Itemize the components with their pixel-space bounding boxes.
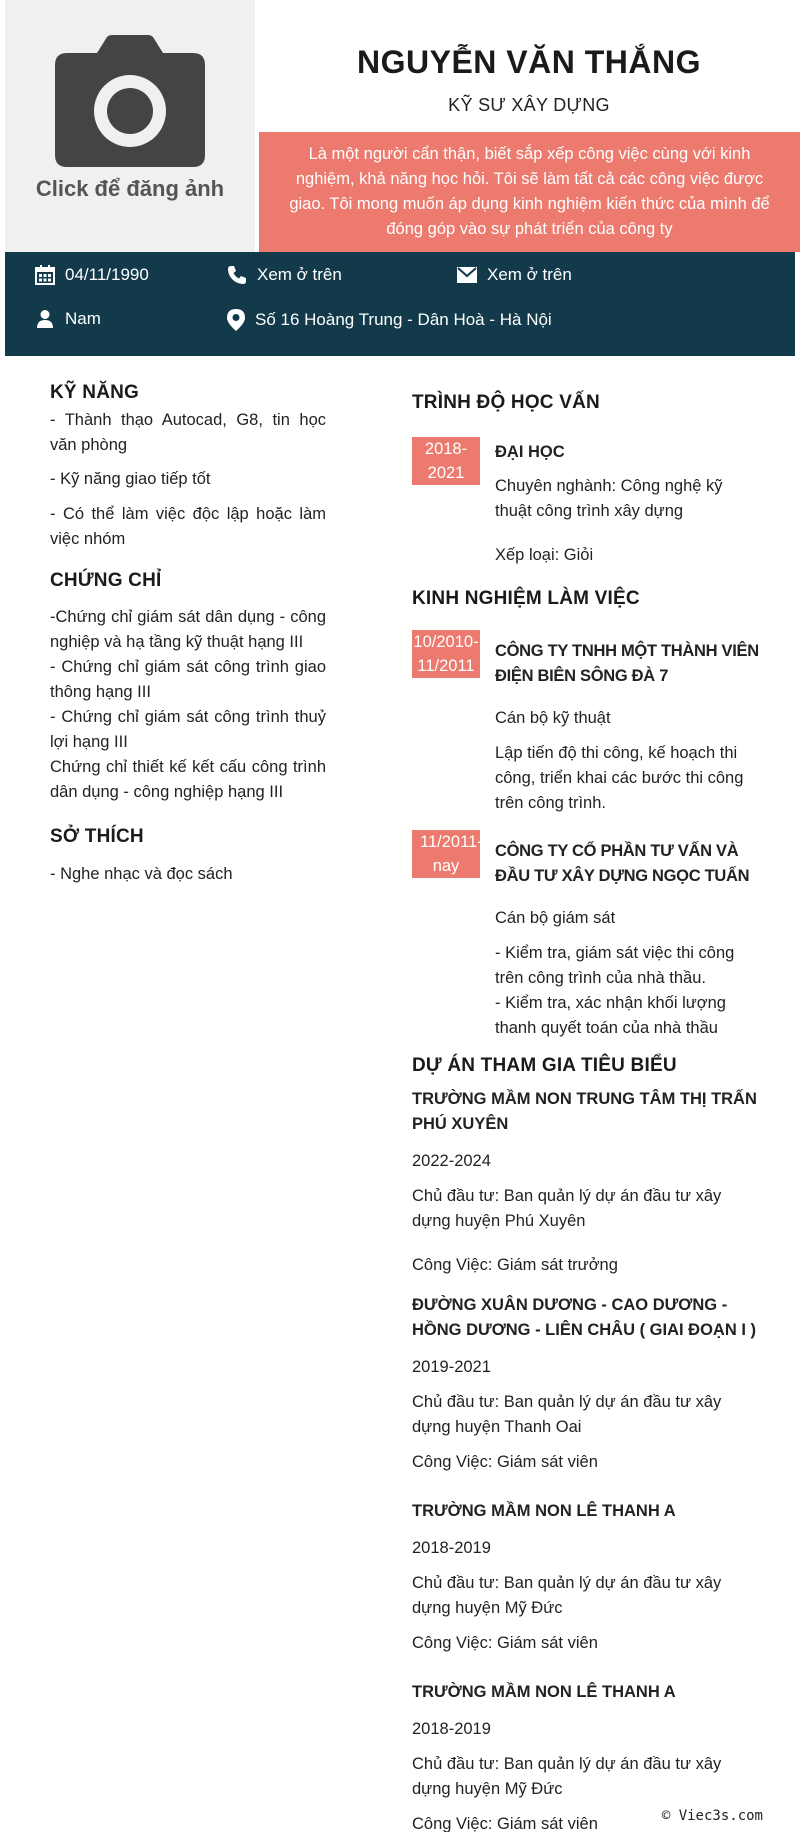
- photo-upload[interactable]: [5, 0, 255, 252]
- phone-icon: [227, 265, 247, 285]
- skill-item: - Có thể làm việc độc lập hoặc làm việc nhóm: [50, 505, 326, 548]
- job-description: Lập tiến độ thi công, kế hoạch thi công, triển khai các bước thi công trên công trình.: [495, 744, 744, 812]
- personal-info-bar: [5, 252, 795, 356]
- project-role: Công Việc: Giám sát viên: [412, 1815, 598, 1832]
- cv-header: [5, 0, 795, 252]
- project-period: 2019-2021: [412, 1358, 491, 1376]
- degree: ĐẠI HỌC: [495, 443, 565, 461]
- certificate-item: - Chứng chỉ giám sát công trình giao thông hạng III: [50, 658, 326, 701]
- hobby-item: - Nghe nhạc và đọc sách: [50, 865, 233, 883]
- project-period: 2018-2019: [412, 1720, 491, 1738]
- project-role: Công Việc: Giám sát trưởng: [412, 1256, 618, 1274]
- project-name: TRƯỜNG MẦM NON LÊ THANH A: [412, 1683, 676, 1701]
- project-owner: Chủ đầu tư: Ban quản lý dự án đầu tư xây dựng huyện Mỹ Đức: [412, 1574, 722, 1617]
- right-column: [412, 392, 762, 1832]
- candidate-name: NGUYỄN VĂN THẮNG: [356, 44, 701, 80]
- skills-title: KỸ NĂNG: [50, 382, 140, 403]
- grade: Xếp loại: Giỏi: [495, 546, 594, 564]
- project-name: TRƯỜNG MẦM NON TRUNG TÂM THỊ TRẤN PHÚ XUYÊN: [412, 1090, 757, 1133]
- envelope-icon: [457, 267, 477, 283]
- project-owner: Chủ đầu tư: Ban quản lý dự án đầu tư xây dựng huyện Thanh Oai: [412, 1393, 722, 1436]
- experience-entry: [412, 630, 762, 816]
- watermark: © Viec3s.com: [661, 1808, 763, 1824]
- gender-value: Nam: [65, 309, 101, 328]
- company-name: CÔNG TY TNHH MỘT THÀNH VIÊN ĐIỆN BIÊN SÔNG ĐÀ 7: [495, 642, 759, 685]
- birthday-item: [35, 265, 149, 285]
- project-period: 2018-2019: [412, 1539, 491, 1557]
- address-item: [227, 309, 552, 331]
- phone-item: [227, 265, 342, 285]
- career-objective: Là một người cẩn thận, biết sắp xếp công việc cùng với kinh nghiệm, khả năng học hỏi. Tôi sẽ làm tất cả các công việc được giao. Tôi mong muốn áp dụng kinh nghiệm kiến thức của mình để đóng góp vào sự phát triển của công ty: [259, 132, 800, 252]
- address-value: Số 16 Hoàng Trung - Dân Hoà - Hà Nội: [255, 310, 552, 329]
- email-item: [457, 265, 572, 285]
- email-value: Xem ở trên: [487, 265, 572, 284]
- projects-title: DỰ ÁN THAM GIA TIÊU BIỂU: [412, 1055, 677, 1076]
- certificate-item: - Chứng chỉ giám sát công trình thuỷ lợi hạng III: [50, 708, 326, 751]
- education-period-badge: 2018-2021: [412, 437, 480, 485]
- job-description: - Kiểm tra, giám sát việc thi công trên công trình của nhà thầu.: [495, 944, 735, 987]
- calendar-icon: [35, 265, 55, 285]
- experience-title: KINH NGHIỆM LÀM VIỆC: [412, 588, 640, 609]
- experience-period-badge: 11/2011-nay: [412, 830, 480, 878]
- certificate-item: -Chứng chỉ giám sát dân dụng - công nghiệp và hạ tầng kỹ thuật hạng III: [50, 608, 326, 651]
- experience-entry: [412, 830, 762, 1041]
- camera-icon: [55, 35, 205, 167]
- project-role: Công Việc: Giám sát viên: [412, 1453, 598, 1471]
- major: Chuyên nghành: Công nghệ kỹ thuật công trình xây dựng: [495, 477, 723, 520]
- phone-value: Xem ở trên: [257, 265, 342, 284]
- location-pin-icon: [227, 309, 245, 331]
- project-name: ĐƯỜNG XUÂN DƯƠNG - CAO DƯƠNG - HỒNG DƯƠNG - LIÊN CHÂU ( GIAI ĐOẠN I ): [412, 1296, 757, 1339]
- position: Cán bộ kỹ thuật: [495, 709, 611, 727]
- project-role: Công Việc: Giám sát viên: [412, 1634, 598, 1652]
- birthday-value: 04/11/1990: [65, 265, 149, 284]
- project-owner: Chủ đầu tư: Ban quản lý dự án đầu tư xây dựng huyện Phú Xuyên: [412, 1187, 722, 1230]
- company-name: CÔNG TY CỔ PHẦN TƯ VẤN VÀ ĐẦU TƯ XÂY DỰNG NGỌC TUẤN: [495, 842, 750, 885]
- job-description: - Kiểm tra, xác nhận khối lượng thanh quyết toán của nhà thầu: [495, 994, 726, 1037]
- education-title: TRÌNH ĐỘ HỌC VẤN: [412, 392, 600, 413]
- left-column: [50, 382, 326, 887]
- project-owner: Chủ đầu tư: Ban quản lý dự án đầu tư xây dựng huyện Mỹ Đức: [412, 1755, 722, 1798]
- project-entry: [412, 1499, 762, 1656]
- position: Cán bộ giám sát: [495, 909, 616, 927]
- education-entry: [412, 437, 762, 568]
- skill-item: - Kỹ năng giao tiếp tốt: [50, 470, 211, 488]
- project-name: TRƯỜNG MẦM NON LÊ THANH A: [412, 1502, 676, 1520]
- job-title: KỸ SƯ XÂY DỰNG: [448, 95, 610, 115]
- experience-period-badge: 10/2010-11/2011: [412, 630, 480, 678]
- certificates-title: CHỨNG CHỈ: [50, 570, 162, 591]
- project-entry: [412, 1087, 762, 1278]
- person-icon: [35, 309, 55, 329]
- gender-item: [35, 309, 101, 329]
- skill-item: - Thành thạo Autocad, G8, tin học văn phòng: [50, 411, 326, 454]
- hobbies-title: SỞ THÍCH: [50, 826, 144, 847]
- project-entry: [412, 1293, 762, 1475]
- project-period: 2022-2024: [412, 1152, 491, 1170]
- certificate-item: Chứng chỉ thiết kế kết cấu công trình dân dụng - công nghiệp hạng III: [50, 758, 326, 801]
- photo-caption: Click để đăng ảnh: [35, 176, 225, 201]
